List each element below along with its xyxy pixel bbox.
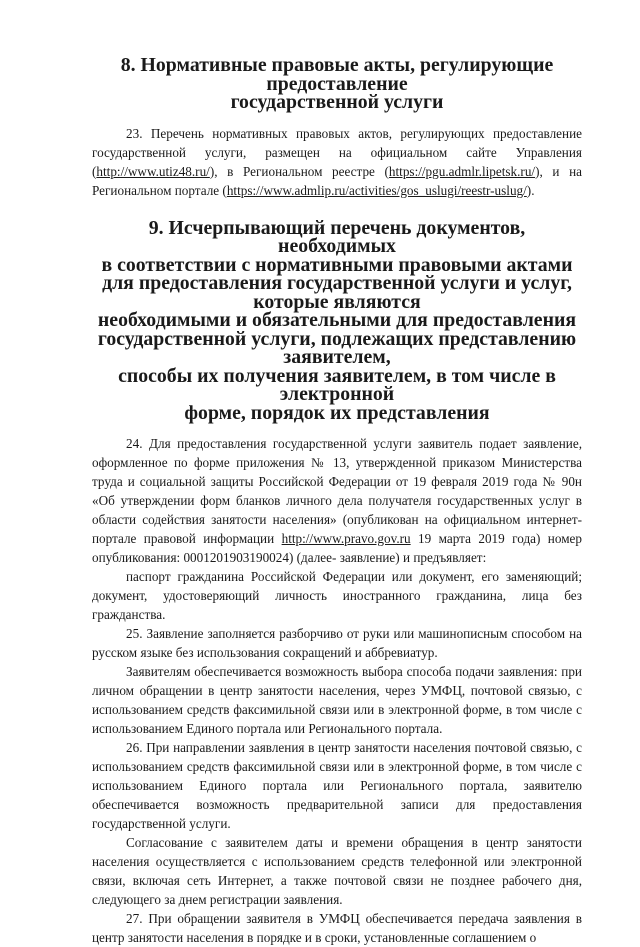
paragraph-23-text-2: ), в Региональном реестре ( — [209, 163, 389, 179]
spacer — [92, 112, 582, 124]
paragraph-23-text-3: ), и на Региональном портале ( — [92, 163, 582, 198]
spacer — [92, 200, 582, 219]
utiz48-link[interactable]: http://www.utiz48.ru/ — [96, 163, 210, 179]
paragraph-23 — [92, 124, 582, 200]
paragraph-26-agreement: Согласование с заявителем даты и времени обращения в центр занятости населения осуществляется с использованием средств телефонной или электронной связи, включая сеть Интернет, а также почтовой связи не позднее рабочего дня, следующего за днем регистрации заявления. — [92, 835, 582, 907]
spacer — [92, 422, 582, 434]
paragraph-25-methods: Заявителям обеспечивается возможность выбора способа подачи заявления: при личном обращении в центр занятости населения, через УМФЦ, почтовой связью, с использованием средств факсимильной связи или в электронной форме, в том числе с использованием Единого портала или Регионального портала. — [92, 664, 582, 736]
paragraph-24-documents: паспорт гражданина Российской Федерации или документ, его заменяющий; документ, удостоверяющий личность иностранного гражданина, лица без гражданства. — [92, 569, 582, 622]
pravo-gov-link[interactable]: http://www.pravo.gov.ru — [281, 531, 411, 546]
paragraph-23-text-4: ). — [526, 182, 535, 198]
pgu-lipetsk-link[interactable]: https://pgu.admlr.lipetsk.ru/ — [388, 163, 536, 179]
paragraph-24 — [92, 434, 582, 567]
section-9-heading: 9. Исчерпывающий перечень документов, необходимых в соответствии с нормативными правовыми актами для предоставления государственной услуги и услуг, которые являются необходимыми и обязательными для предоставления государственной услуги, подлежащих представлению заявителем, способы их получения заявителем, в том числе в электронной форме, порядок их представления — [97, 216, 577, 424]
admlip-reestr-link[interactable]: https://www.admlip.ru/activities/gos_uslugi/reestr-uslug/ — [226, 182, 527, 198]
paragraph-23-text-1: 23. Перечень нормативных правовых актов, регулирующих предоставление государственной услуги, размещен на официальном сайте Управления ( — [92, 125, 582, 179]
section-8-heading: 8. Нормативные правовые акты, регулирующие предоставление государственной услуги — [120, 54, 554, 113]
paragraph-24-text-2: 19 марта 2019 года) номер опубликования: 0001201903190024) (далее- заявление) и предъявляет: — [92, 531, 582, 565]
paragraph-26: 26. При направлении заявления в центр занятости населения почтовой связью, с использованием средств факсимильной связи или в электронной форме, в том числе с использованием Единого портала или Регионального портала, заявителю обеспечивается возможность предварительной записи для предоставления государственной услуги. — [92, 740, 582, 831]
paragraph-24-text-1: 24. Для предоставления государственной услуги заявитель подает заявление, оформленное по форме приложения № 13, утвержденной приказом Министерства труда и социальной защиты Российской Федерации от 19 февраля 2019 года № 90н «Об утверждении форм бланков личного дела получателя государственных услуг в области содействия занятости населения» (опубликован на официальном интернет-портале правовой информации — [92, 436, 582, 546]
paragraph-27: 27. При обращении заявителя в УМФЦ обеспечивается передача заявления в центр занятости населения в порядке и в сроки, установленные соглашением о — [92, 911, 582, 945]
document-page — [92, 56, 582, 947]
paragraph-25: 25. Заявление заполняется разборчиво от руки или машинописным способом на русском языке без использования сокращений и аббревиатур. — [92, 626, 582, 660]
